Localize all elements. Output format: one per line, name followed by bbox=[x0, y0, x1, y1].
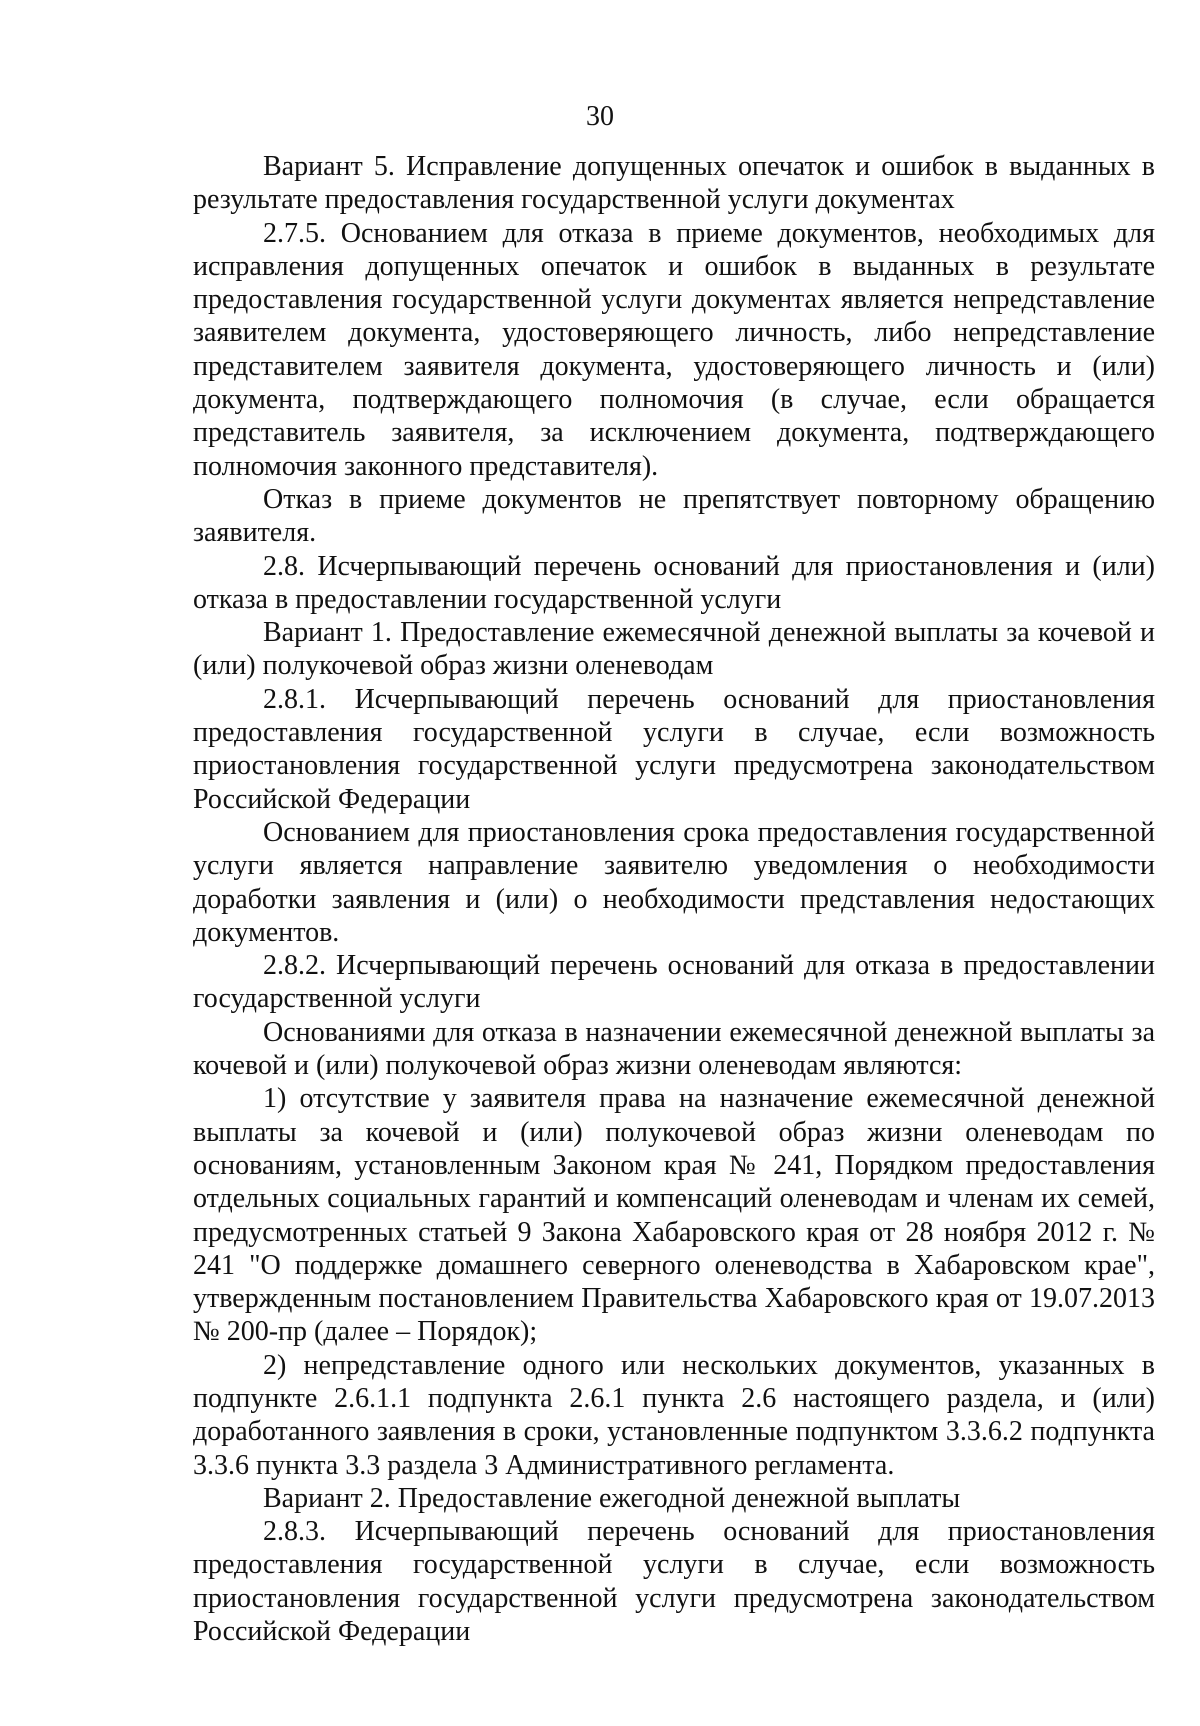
section-2-8-heading: 2.8. Исчерпывающий перечень оснований для приостановления и (или) отказа в предоставлении государственной услуги bbox=[193, 550, 1155, 615]
suspension-basis: Основанием для приостановления срока предоставления государственной услуги является направление заявителю уведомления о необходимости доработки заявления и (или) о необходимости представления недостающих документов. bbox=[193, 816, 1155, 948]
document-body bbox=[193, 150, 1155, 1648]
variant-2-heading: Вариант 2. Предоставление ежегодной денежной выплаты bbox=[263, 1482, 961, 1514]
refusal-note: Отказ в приеме документов не препятствует повторному обращению заявителя. bbox=[193, 483, 1155, 549]
clause-2-8-1: 2.8.1. Исчерпывающий перечень оснований для приостановления предоставления государственной услуги в случае, если возможность приостановления государственной услуги предусмотрена законодательством Российской Федерации bbox=[193, 683, 1155, 815]
clause-2-8-3: 2.8.3. Исчерпывающий перечень оснований для приостановления предоставления государственной услуги в случае, если возможность приостановления государственной услуги предусмотрена законодательством Российской Федерации bbox=[193, 1516, 1155, 1648]
refusal-grounds-intro: Основаниями для отказа в назначении ежемесячной денежной выплаты за кочевой и (или) полукочевой образ жизни оленеводам являются: bbox=[193, 1016, 1155, 1082]
variant-5-heading: Вариант 5. Исправление допущенных опечаток и ошибок в выданных в результате предоставления государственной услуги документах bbox=[193, 151, 1155, 216]
refusal-ground-1: 1) отсутствие у заявителя права на назначение ежемесячной денежной выплаты за кочевой и (или) полукочевой образ жизни оленеводам по основаниям, установленным Законом края № 241, Порядком предоставления отдельных социальных гарантий и компенсаций оленеводам и членам их семей, предусмотренных статьей 9 Закона Хабаровского края от 28 ноября 2012 г. № 241 "О поддержке домашнего северного оленеводства в Хабаровском крае", утвержденным постановлением Правительства Хабаровского края от 19.07.2013 № 200-пр (далее – Порядок); bbox=[193, 1083, 1155, 1348]
variant-1-heading: Вариант 1. Предоставление ежемесячной денежной выплаты за кочевой и (или) полукочевой образ жизни оленеводам bbox=[193, 617, 1155, 682]
refusal-ground-2: 2) непредставление одного или нескольких документов, указанных в подпункте 2.6.1.1 подпункта 2.6.1 пункта 2.6 настоящего раздела, и (или) доработанного заявления в сроки, установленные подпунктом 3.3.6.2 подпункта 3.3.6 пункта 3.3 раздела 3 Административного регламента. bbox=[193, 1349, 1155, 1481]
page-number: 30 bbox=[586, 101, 614, 132]
clause-2-7-5: 2.7.5. Основанием для отказа в приеме документов, необходимых для исправления допущенных опечаток и ошибок в выданных в результате предоставления государственной услуги документах является непредставление заявителем документа, удостоверяющего личность, либо непредставление представителем заявителя документа, удостоверяющего личность и (или) документа, подтверждающего полномочия (в случае, если обращается представитель заявителя, за исключением документа, подтверждающего полномочия законного представителя). bbox=[193, 217, 1155, 482]
clause-2-8-2: 2.8.2. Исчерпывающий перечень оснований для отказа в предоставлении государственной услуги bbox=[193, 950, 1155, 1015]
